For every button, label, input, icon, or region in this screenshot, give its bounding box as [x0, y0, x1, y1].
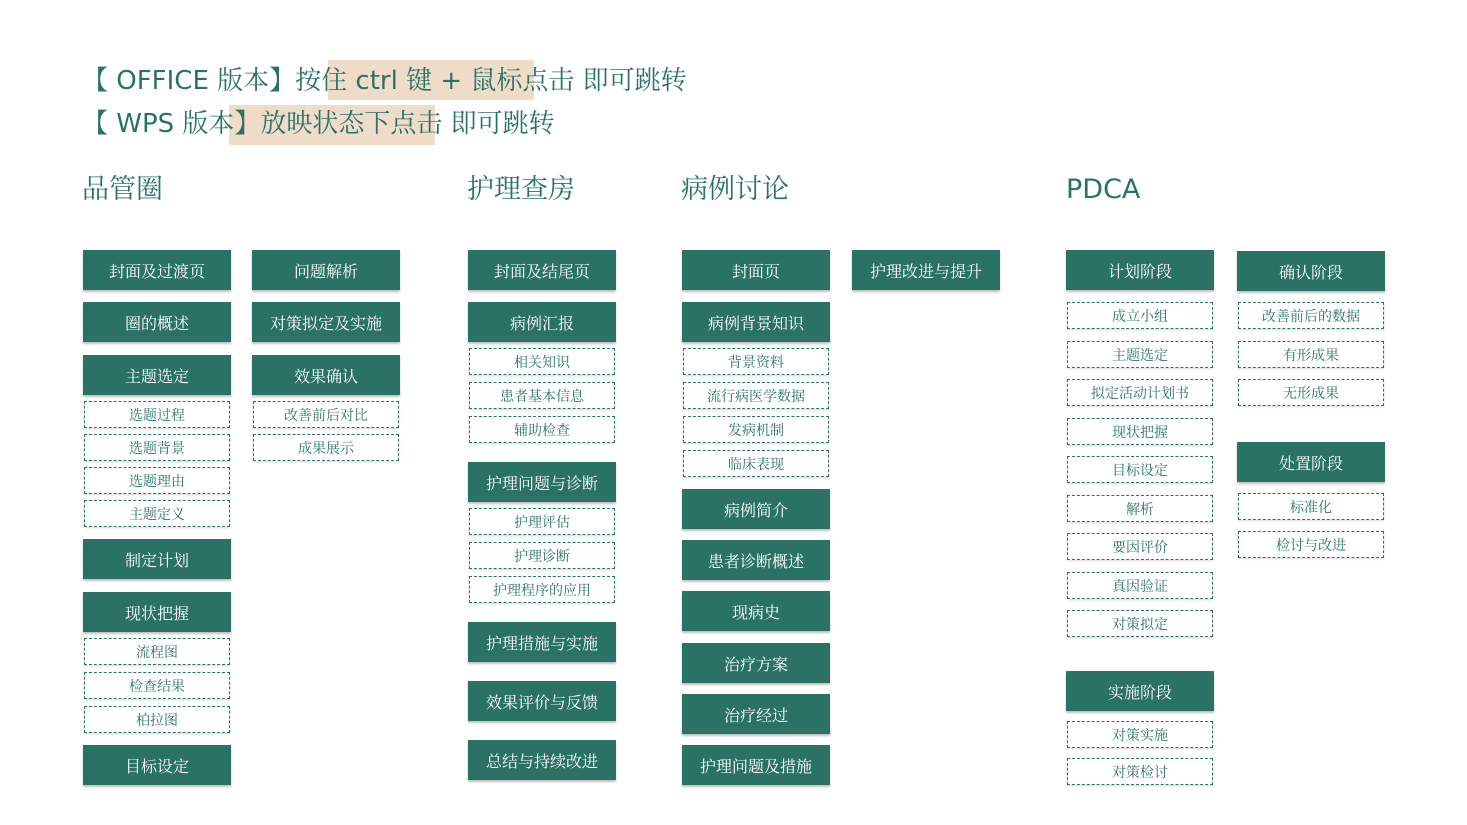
nav-theme-selection[interactable]: 主题选定: [83, 355, 231, 395]
nav-nursing-problems-measures[interactable]: 护理问题及措施: [682, 745, 830, 785]
heading-binglitaolun: 病例讨论: [681, 174, 789, 205]
nav-nursing-improvement[interactable]: 护理改进与提升: [852, 250, 1000, 290]
nav-do-stage[interactable]: 实施阶段: [1066, 671, 1214, 711]
nav-patient-basic-info[interactable]: 患者基本信息: [469, 382, 615, 409]
wps-instruction: 【 WPS 版本】放映状态下点击 即可跳转: [82, 109, 555, 139]
nav-act-stage[interactable]: 处置阶段: [1237, 442, 1385, 482]
nav-standardization[interactable]: 标准化: [1238, 493, 1384, 520]
nav-make-plan[interactable]: 制定计划: [83, 539, 231, 579]
nav-plan-stage[interactable]: 计划阶段: [1066, 250, 1214, 290]
nav-auxiliary-exam[interactable]: 辅助检查: [469, 416, 615, 443]
nav-factor-evaluation[interactable]: 要因评价: [1067, 533, 1213, 560]
nav-case-introduction[interactable]: 病例简介: [682, 489, 830, 529]
heading-pinguanquan: 品管圈: [82, 174, 163, 205]
nav-selection-process[interactable]: 选题过程: [84, 401, 230, 428]
nav-nursing-diagnosis[interactable]: 护理诊断: [469, 542, 615, 569]
nav-nursing-measures[interactable]: 护理措施与实施: [468, 622, 616, 662]
nav-effect-evaluation-feedback[interactable]: 效果评价与反馈: [468, 681, 616, 721]
nav-review-improve[interactable]: 检讨与改进: [1238, 531, 1384, 558]
nav-nursing-assessment[interactable]: 护理评估: [469, 508, 615, 535]
nav-analysis[interactable]: 解析: [1067, 495, 1213, 522]
nav-results-showcase[interactable]: 成果展示: [253, 434, 399, 461]
nav-pdca-target-setting[interactable]: 目标设定: [1067, 456, 1213, 483]
nav-selection-reason[interactable]: 选题理由: [84, 467, 230, 494]
office-instruction: 【 OFFICE 版本】按住 ctrl 键 + 鼠标点击 即可跳转: [82, 66, 687, 96]
nav-check-results[interactable]: 检查结果: [84, 672, 230, 699]
nav-effect-confirmation[interactable]: 效果确认: [252, 355, 400, 395]
nav-cover-page[interactable]: 封面页: [682, 250, 830, 290]
nav-theme-definition[interactable]: 主题定义: [84, 500, 230, 527]
nav-pathogenesis[interactable]: 发病机制: [683, 416, 829, 443]
nav-activity-plan[interactable]: 拟定活动计划书: [1067, 379, 1213, 406]
nav-pdca-theme-selection[interactable]: 主题选定: [1067, 341, 1213, 368]
nav-present-illness-history[interactable]: 现病史: [682, 591, 830, 631]
nav-countermeasure-drafting[interactable]: 对策拟定: [1067, 610, 1213, 637]
nav-nursing-problem-diagnosis[interactable]: 护理问题与诊断: [468, 462, 616, 502]
nav-countermeasure-review[interactable]: 对策检讨: [1067, 758, 1213, 785]
nav-tangible-results[interactable]: 有形成果: [1238, 341, 1384, 368]
nav-before-after-compare[interactable]: 改善前后对比: [253, 401, 399, 428]
nav-circle-overview[interactable]: 圈的概述: [83, 302, 231, 342]
nav-problem-analysis[interactable]: 问题解析: [252, 250, 400, 290]
nav-patient-diagnosis-overview[interactable]: 患者诊断概述: [682, 540, 830, 580]
nav-countermeasure-execution[interactable]: 对策实施: [1067, 721, 1213, 748]
nav-countermeasure-implementation[interactable]: 对策拟定及实施: [252, 302, 400, 342]
nav-selection-background[interactable]: 选题背景: [84, 434, 230, 461]
nav-check-stage[interactable]: 确认阶段: [1237, 251, 1385, 291]
nav-epidemiology-data[interactable]: 流行病医学数据: [683, 382, 829, 409]
nav-current-status[interactable]: 现状把握: [83, 592, 231, 632]
nav-background-materials[interactable]: 背景资料: [683, 348, 829, 375]
nav-nursing-process-application[interactable]: 护理程序的应用: [469, 576, 615, 603]
nav-cover-transition[interactable]: 封面及过渡页: [83, 250, 231, 290]
nav-flowchart[interactable]: 流程图: [84, 638, 230, 665]
nav-clinical-manifestation[interactable]: 临床表现: [683, 450, 829, 477]
nav-related-knowledge[interactable]: 相关知识: [469, 348, 615, 375]
nav-summary-improvement[interactable]: 总结与持续改进: [468, 740, 616, 780]
heading-hulichafang: 护理查房: [467, 174, 575, 205]
nav-pdca-current-status[interactable]: 现状把握: [1067, 418, 1213, 445]
nav-form-team[interactable]: 成立小组: [1067, 302, 1213, 329]
nav-case-background-knowledge[interactable]: 病例背景知识: [682, 302, 830, 342]
nav-treatment-course[interactable]: 治疗经过: [682, 694, 830, 734]
nav-case-report[interactable]: 病例汇报: [468, 302, 616, 342]
nav-target-setting[interactable]: 目标设定: [83, 745, 231, 785]
nav-cover-ending[interactable]: 封面及结尾页: [468, 250, 616, 290]
nav-treatment-plan[interactable]: 治疗方案: [682, 643, 830, 683]
nav-before-after-data[interactable]: 改善前后的数据: [1238, 302, 1384, 329]
heading-pdca: PDCA: [1066, 174, 1141, 205]
nav-root-cause-verification[interactable]: 真因验证: [1067, 572, 1213, 599]
nav-pareto-chart[interactable]: 柏拉图: [84, 706, 230, 733]
nav-intangible-results[interactable]: 无形成果: [1238, 379, 1384, 406]
